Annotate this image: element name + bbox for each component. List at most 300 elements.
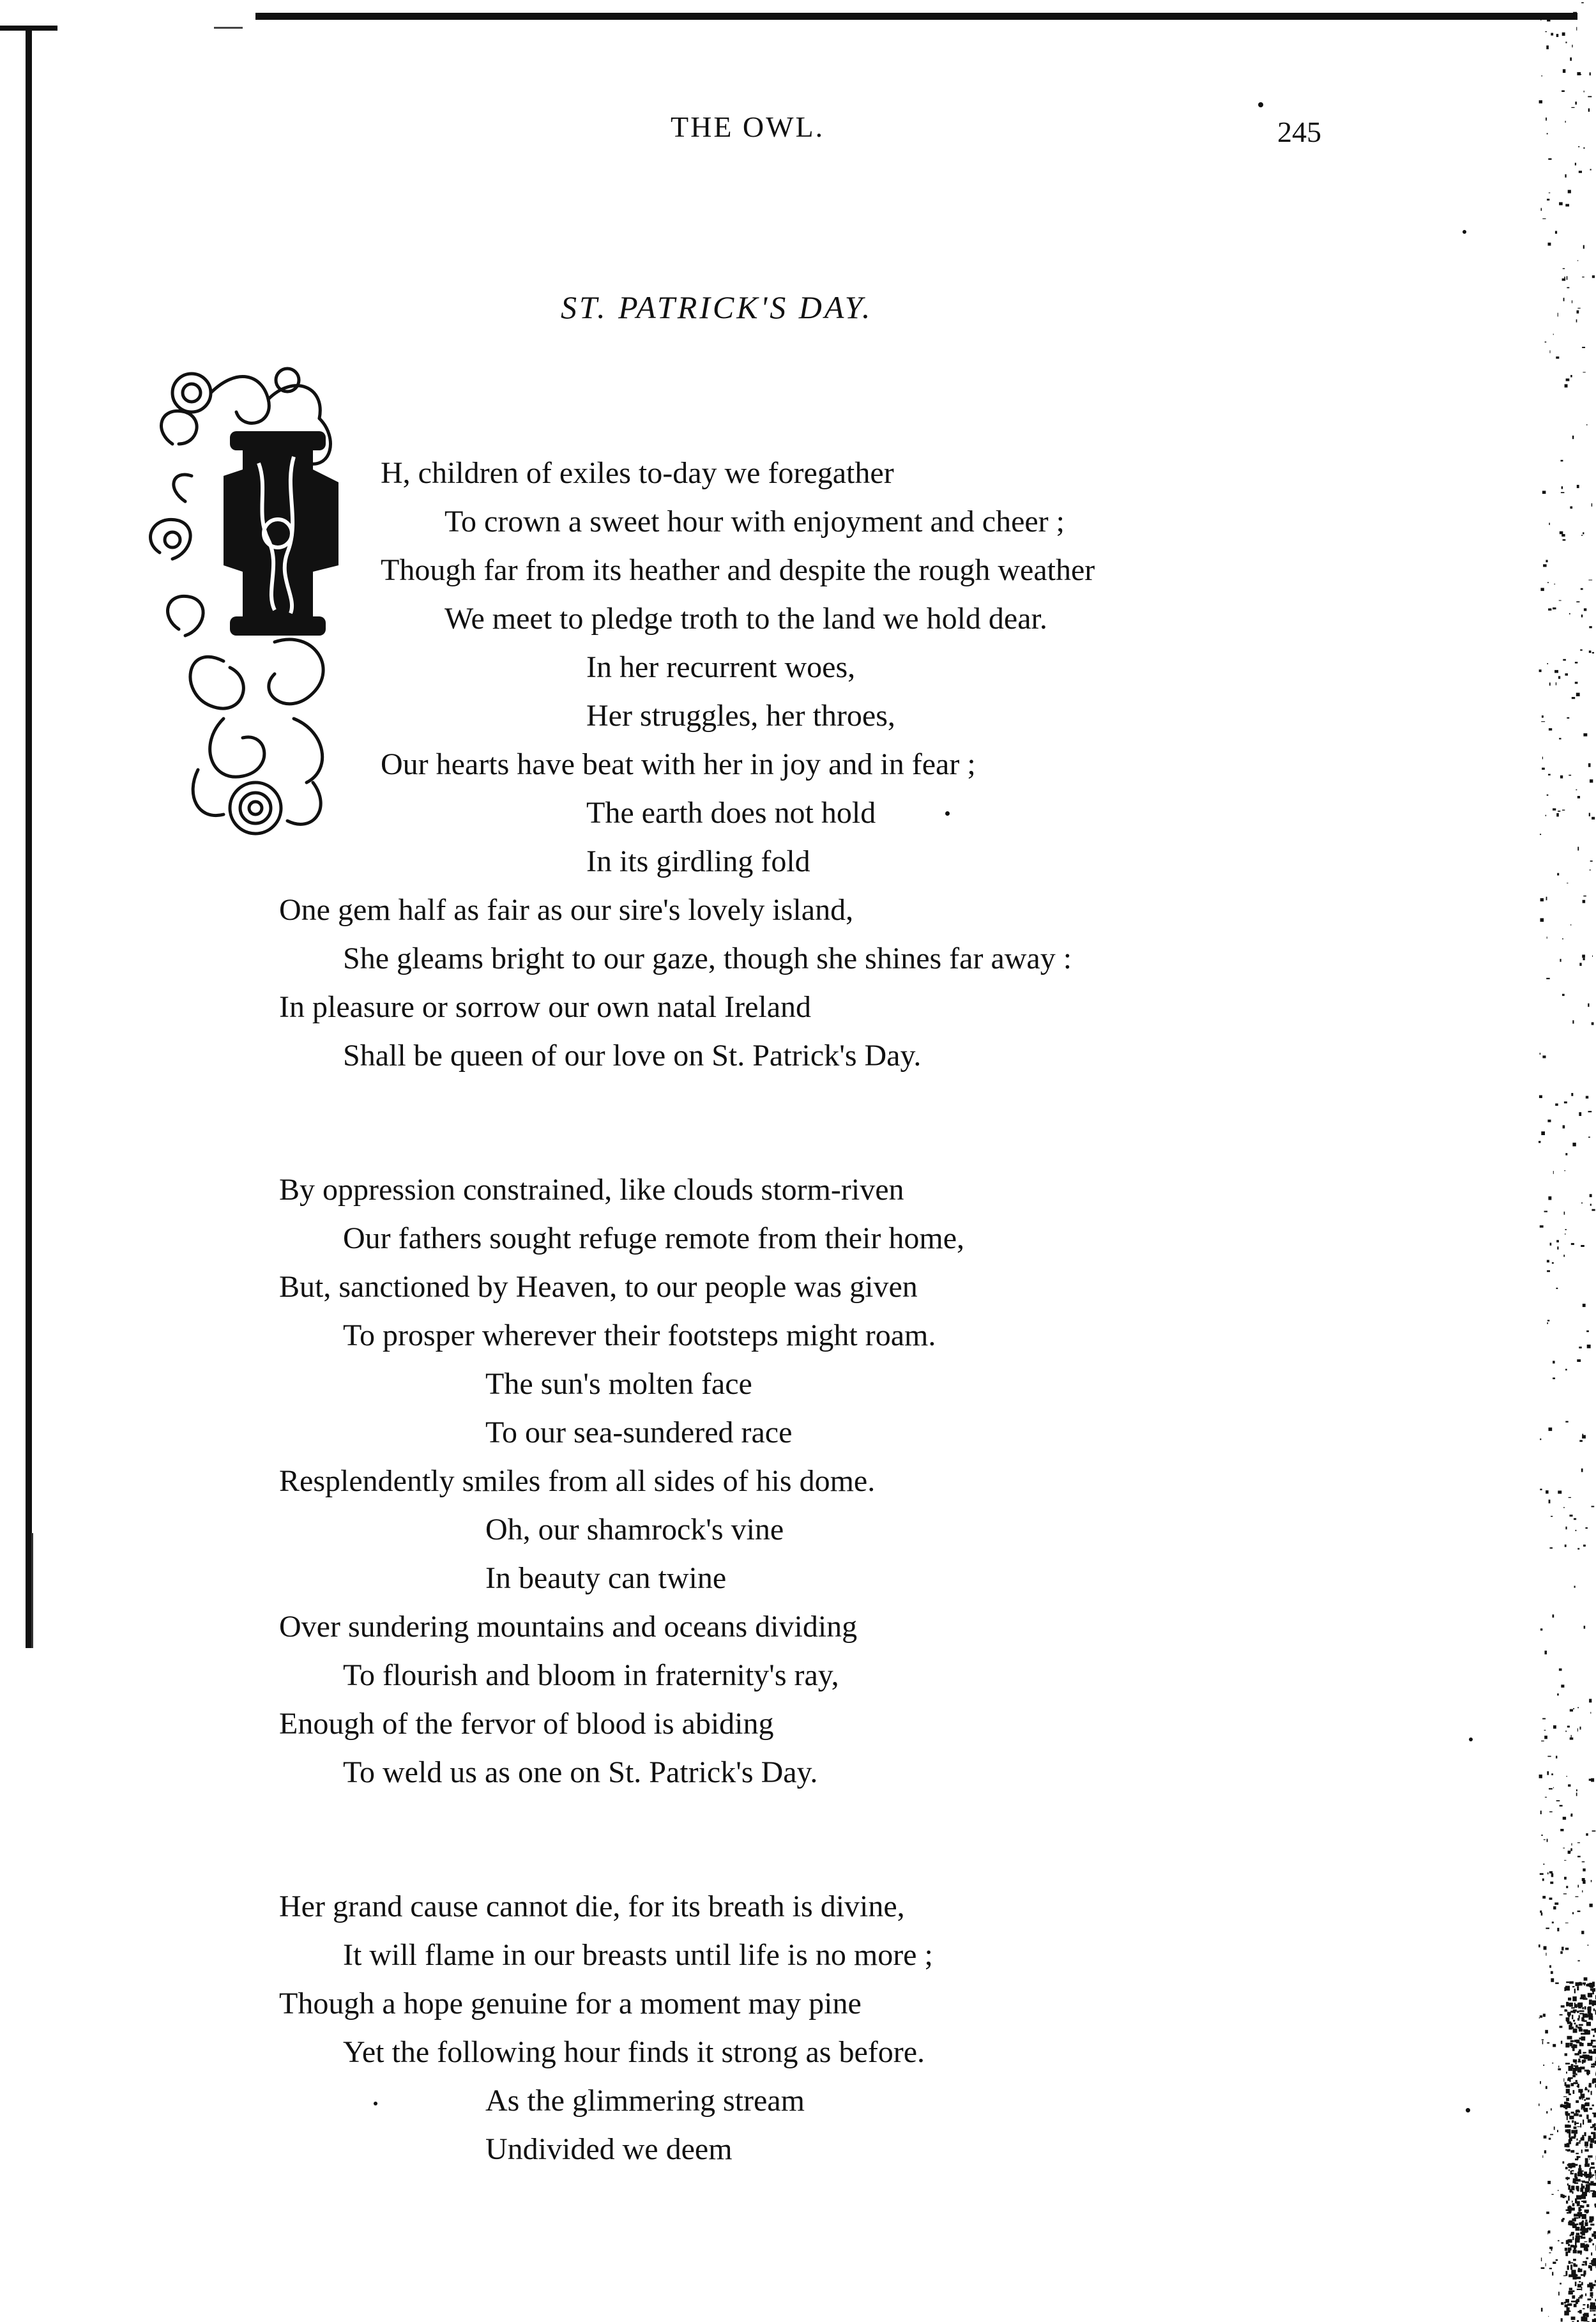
scan-speck: [1560, 775, 1563, 779]
scan-speck: [1588, 2176, 1593, 2177]
scan-speck: [1567, 2303, 1572, 2306]
scan-speck: [1589, 626, 1592, 628]
scan-speck: [1586, 2022, 1591, 2026]
scan-speck: [1540, 2081, 1541, 2084]
scan-speck: [1583, 958, 1585, 961]
scan-speck: [1575, 2177, 1577, 2180]
scan-speck: [1588, 2089, 1590, 2092]
scan-speck: [1555, 1982, 1559, 1984]
scan-speck: [1542, 1879, 1544, 1881]
scan-speck: [1549, 2268, 1552, 2269]
scan-speck: [1553, 1614, 1554, 1617]
scan-speck: [1560, 531, 1563, 535]
scan-speck: [1576, 1789, 1577, 1791]
scan-speck: [1549, 1966, 1551, 1968]
scan-speck: [1559, 600, 1562, 601]
scan-speck: [1578, 2089, 1583, 2093]
scan-speck: [1578, 2297, 1583, 2298]
scan-speck: [1561, 460, 1563, 462]
scan-speck: [1579, 2114, 1583, 2117]
scan-speck: [1582, 347, 1585, 348]
scan-speck: [1581, 3, 1584, 4]
poem-line: Her grand cause cannot die, for its breath is divine,: [279, 1890, 905, 1923]
scan-speck: [1582, 2135, 1584, 2137]
scan-speck: [1565, 1421, 1568, 1423]
scan-speck: [1570, 2043, 1573, 2047]
scan-speck: [1585, 2006, 1586, 2010]
scan-speck: [1548, 1196, 1551, 1200]
scan-speck: [1547, 1756, 1551, 1757]
scan-speck: [1539, 1096, 1542, 1099]
scan-speck: [1584, 2132, 1586, 2136]
scan-speck: [1570, 924, 1571, 926]
scan-speck: [1569, 2206, 1571, 2210]
scan-speck: [1570, 2040, 1574, 2042]
scan-speck: [1562, 33, 1565, 36]
scan-speck: [1590, 2224, 1594, 2226]
scan-speck: [1563, 659, 1566, 661]
scan-speck: [1570, 1709, 1573, 1712]
poem-line: Undivided we deem: [485, 2132, 733, 2166]
scan-speck: [1550, 1882, 1553, 1884]
scan-speck: [1577, 72, 1581, 75]
scan-speck: [1588, 2138, 1590, 2141]
poem-line: Though a hope genuine for a moment may pine: [279, 1987, 862, 2020]
scan-speck: [1576, 319, 1577, 323]
poem-line: In her recurrent woes,: [586, 650, 856, 684]
scan-speck: [1556, 1288, 1558, 1289]
scan-speck: [1553, 1906, 1556, 1909]
scan-speck: [1583, 2056, 1587, 2058]
scan-speck: [1552, 1262, 1554, 1264]
scan-speck: [1554, 2127, 1555, 2130]
scan-speck: [1547, 20, 1550, 22]
scan-speck: [1582, 1861, 1585, 1863]
scan-speck: [1547, 1260, 1549, 1262]
scan-speck: [1543, 1864, 1544, 1865]
scan-speck: [1576, 2067, 1581, 2069]
scan-speck: [1553, 2044, 1556, 2047]
scan-speck: [1554, 670, 1558, 673]
scan-speck: [1567, 2116, 1568, 2120]
poem-line: It will flame in our breasts until life is no more ;: [343, 1938, 933, 1972]
scan-speck: [1577, 1707, 1579, 1708]
poem-line: We meet to pledge troth to the land we hold dear.: [445, 602, 1047, 636]
scan-speck: [1564, 1877, 1567, 1879]
scan-speck: [1583, 245, 1585, 249]
scan-speck: [1586, 1833, 1588, 1836]
scan-speck: [1581, 2222, 1583, 2226]
scan-speck: [1577, 1986, 1579, 1990]
scan-speck: [1572, 697, 1575, 699]
scan-speck: [1547, 199, 1549, 201]
scan-speck: [1542, 1055, 1546, 1058]
scan-speck: [1585, 2089, 1588, 2091]
scan-speck: [1557, 873, 1559, 876]
scan-speck: [1548, 2231, 1550, 2234]
scan-speck: [1544, 1736, 1547, 1739]
scan-speck: [1586, 2176, 1587, 2178]
poem-line: Oh, our shamrock's vine: [485, 1513, 784, 1547]
scan-speck: [1584, 2099, 1586, 2101]
scan-speck: [1573, 12, 1577, 16]
scan-speck: [1583, 2308, 1585, 2309]
scan-speck: [1576, 27, 1577, 30]
scan-speck: [1593, 2035, 1595, 2037]
scan-speck: [1581, 535, 1583, 536]
scan-speck: [1592, 2296, 1593, 2298]
scan-speck: [1585, 2013, 1588, 2016]
scan-speck: [1583, 2304, 1585, 2305]
scan-speck: [1560, 959, 1561, 962]
scan-speck: [1592, 1831, 1596, 1832]
scan-speck: [1592, 2243, 1594, 2245]
scan-speck: [1565, 1153, 1567, 1156]
scan-speck: [1547, 1322, 1548, 1324]
scan-speck: [1585, 2158, 1588, 2163]
scan-speck: [1563, 298, 1565, 301]
scan-speck: [1584, 1977, 1588, 1980]
scan-speck: [1588, 109, 1590, 112]
scan-speck: [1540, 1911, 1542, 1913]
scan-speck: [1591, 2040, 1593, 2044]
scan-speck: [1569, 2116, 1574, 2120]
scan-speck: [1548, 774, 1551, 775]
scan-speck: [1585, 2210, 1589, 2213]
scan-speck: [1549, 2138, 1551, 2140]
scan-speck: [1575, 2063, 1577, 2064]
scan-speck: [1553, 1171, 1554, 1174]
scan-speck: [1567, 2012, 1570, 2014]
scan-speck: [1568, 1997, 1571, 2001]
scan-speck: [1565, 384, 1568, 387]
scan-speck: [1558, 2066, 1559, 2068]
scan-speck: [1569, 1497, 1571, 1498]
scan-speck: [1577, 1960, 1579, 1962]
scan-speck: [1575, 2282, 1577, 2286]
scan-speck: [1563, 539, 1566, 540]
scan-speck: [1539, 1944, 1540, 1948]
scan-speck: [1546, 978, 1550, 979]
scan-speck: [1582, 2205, 1584, 2208]
scan-speck: [1580, 2188, 1583, 2192]
scan-speck: [1583, 2201, 1587, 2203]
scan-speck: [1587, 2074, 1589, 2075]
scan-speck: [1568, 190, 1571, 193]
scan-speck: [1562, 279, 1566, 281]
scan-speck: [1546, 45, 1549, 49]
scan-speck: [1582, 2220, 1584, 2222]
scan-speck: [1563, 2079, 1564, 2082]
scan-speck: [1562, 810, 1565, 811]
scan-speck: [1563, 2195, 1565, 2198]
scan-speck: [1583, 148, 1585, 149]
scan-speck: [1583, 2013, 1585, 2019]
scan-speck: [1540, 834, 1541, 835]
scan-speck: [1568, 2163, 1572, 2168]
scan-speck: [1588, 1111, 1592, 1112]
scan-speck: [1579, 963, 1581, 966]
scan-speck: [1557, 1928, 1559, 1932]
scan-speck: [1572, 2120, 1574, 2123]
scan-speck: [1588, 2085, 1591, 2087]
scan-speck: [1592, 2292, 1593, 2296]
scan-speck: [1581, 1203, 1583, 1204]
scan-speck: [1541, 2257, 1542, 2261]
scan-speck: [1540, 17, 1541, 20]
scan-speck: [1580, 1727, 1581, 1730]
page-number: 245: [1277, 116, 1321, 148]
scan-speck: [1570, 57, 1572, 61]
scan-speck: [1581, 2033, 1586, 2035]
scan-speck: [1572, 1996, 1577, 2001]
scan-speck: [1565, 174, 1566, 178]
scan-speck: [1572, 2015, 1573, 2019]
scan-speck: [1542, 491, 1546, 494]
scan-speck: [1576, 2156, 1580, 2158]
scan-speck: [1547, 1839, 1548, 1842]
scan-speck: [1590, 169, 1592, 171]
scan-speck: [1549, 1812, 1553, 1813]
scan-speck: [1549, 1428, 1553, 1431]
scan-speck: [1574, 2121, 1576, 2126]
scan-speck: [1550, 2134, 1553, 2135]
scan-speck: [1545, 31, 1547, 32]
scan-speck: [1542, 2040, 1544, 2041]
scan-speck: [1584, 1626, 1586, 1629]
scan-speck: [1571, 2317, 1576, 2320]
scan-speck: [1560, 2026, 1563, 2028]
scan-speck: [1555, 1103, 1558, 1106]
scan-speck: [1566, 1982, 1569, 1983]
scan-speck: [1542, 757, 1543, 760]
scan-speck: [1583, 733, 1587, 737]
scan-speck: [1590, 2217, 1594, 2221]
scan-speck: [1569, 2093, 1571, 2095]
poem-line: To our sea-sundered race: [485, 1416, 793, 1449]
scan-speck: [1586, 1984, 1588, 1987]
scan-speck: [1586, 2098, 1590, 2100]
scan-speck: [1587, 1345, 1591, 1348]
scan-speck: [1590, 2190, 1595, 2192]
scan-speck: [1569, 2025, 1572, 2029]
scan-speck: [1568, 2196, 1570, 2201]
poem-title: ST. PATRICK'S DAY.: [561, 289, 873, 325]
scan-speck: [1570, 2208, 1575, 2211]
scan-speck: [1567, 2265, 1569, 2270]
scan-speck: [1539, 669, 1542, 672]
scan-speck: [1577, 2018, 1579, 2020]
scan-speck: [1540, 918, 1544, 922]
scan-speck: [1559, 202, 1563, 206]
scan-speck: [1572, 2203, 1575, 2206]
scan-speck: [1546, 897, 1547, 901]
scan-speck: [1581, 2174, 1586, 2176]
scan-speck: [1539, 1141, 1540, 1143]
scan-speck: [1569, 2311, 1570, 2312]
scan-speck: [1556, 1240, 1559, 1242]
scan-speck: [1565, 1545, 1567, 1547]
scan-speck: [1590, 2167, 1595, 2169]
scan-speck: [1585, 2220, 1587, 2222]
scan-speck: [1561, 2242, 1563, 2243]
scan-speck: [1572, 436, 1574, 439]
scan-speck: [1543, 2065, 1544, 2066]
scan-speck: [1540, 898, 1544, 901]
scan-speck: [1592, 1022, 1594, 1025]
scan-speck: [1579, 2038, 1582, 2040]
scan-speck: [1565, 2252, 1568, 2256]
scan-speck: [1576, 2025, 1577, 2028]
scan-speck: [1585, 2181, 1590, 2183]
scan-speck: [1547, 2042, 1549, 2043]
scan-speck: [1579, 1347, 1581, 1348]
scan-speck: [1582, 2181, 1585, 2183]
scan-speck: [1588, 2178, 1590, 2181]
scan-speck: [1563, 2161, 1565, 2164]
scan-speck: [1593, 2049, 1596, 2053]
scan-speck: [1569, 613, 1570, 615]
scan-speck: [1583, 1982, 1586, 1984]
scan-speck: [1567, 2307, 1570, 2311]
scan-speck: [1576, 2040, 1580, 2043]
scan-speck: [1592, 2079, 1596, 2083]
scan-speck: [1543, 2013, 1546, 2017]
scan-speck: [1549, 1871, 1553, 1873]
scan-speck: [1576, 2233, 1579, 2235]
scan-speck: [1545, 342, 1547, 343]
scan-speck: [1590, 1989, 1595, 1991]
scan-speck: [1590, 1904, 1593, 1907]
scan-speck: [1550, 1547, 1553, 1548]
poem-line: In beauty can twine: [485, 1561, 727, 1595]
scan-speck: [1572, 2201, 1573, 2203]
scan-speck: [1553, 1787, 1554, 1789]
scan-speck: [1573, 2082, 1577, 2084]
scan-speck: [1571, 2301, 1576, 2303]
scan-speck: [1576, 601, 1579, 602]
scan-speck: [1568, 2247, 1572, 2250]
scan-speck: [1581, 2201, 1583, 2202]
scan-speck: [1546, 815, 1547, 816]
scan-speck: [1581, 2231, 1585, 2236]
scan-speck: [1583, 532, 1584, 534]
scan-speck: [1553, 1725, 1556, 1729]
scan-speck: [1560, 2283, 1562, 2285]
print-speck: [1466, 2108, 1470, 2112]
scan-speck: [1562, 90, 1565, 92]
scan-speck: [1570, 2171, 1572, 2174]
scan-speck: [1573, 1708, 1574, 1709]
scan-speck: [1582, 2264, 1585, 2266]
scan-speck: [1588, 2155, 1593, 2158]
scan-speck: [1581, 1931, 1584, 1934]
scan-speck: [1585, 1527, 1588, 1529]
scan-speck: [1580, 2066, 1585, 2069]
scan-speck: [1562, 938, 1563, 939]
scan-speck: [1581, 2236, 1586, 2238]
scan-speck: [1566, 2240, 1568, 2245]
poem-line: To prosper wherever their footsteps might roam.: [343, 1318, 936, 1352]
scan-speck: [1573, 2068, 1575, 2071]
print-speck: [1469, 1738, 1473, 1741]
scan-speck: [1588, 2298, 1592, 2300]
scan-speck: [1579, 2097, 1581, 2100]
scan-speck: [1565, 2271, 1567, 2276]
scan-speck: [1584, 91, 1585, 93]
poem-line: The earth does not hold: [586, 796, 876, 830]
scan-speck: [1564, 1170, 1565, 1171]
scan-speck: [1574, 2304, 1577, 2307]
scan-speck: [1561, 1684, 1564, 1688]
scan-speck: [1588, 2050, 1592, 2054]
scan-speck: [1565, 673, 1569, 676]
scan-speck: [1574, 2182, 1578, 2184]
scan-speck: [1576, 2074, 1577, 2075]
scan-speck: [1556, 1800, 1560, 1801]
scan-speck: [1586, 2114, 1589, 2119]
scan-speck: [1565, 2043, 1569, 2047]
scan-speck: [1571, 2130, 1576, 2134]
scan-speck: [1577, 2204, 1580, 2206]
scan-speck: [1582, 2007, 1584, 2010]
scan-speck: [1581, 1994, 1586, 1997]
scan-speck: [1565, 121, 1566, 123]
scan-speck: [1560, 2014, 1563, 2015]
scan-speck: [1558, 2068, 1561, 2070]
scan-speck: [1551, 1978, 1554, 1982]
scan-speck: [1561, 2302, 1563, 2305]
scan-speck: [1572, 2075, 1576, 2077]
scan-speck: [1577, 847, 1579, 851]
scan-speck: [1585, 2142, 1588, 2147]
scan-speck: [1587, 2304, 1589, 2308]
scan-speck: [1565, 2150, 1570, 2151]
scan-speck: [1578, 2207, 1581, 2211]
scan-speck: [1569, 2133, 1570, 2137]
scan-speck: [1566, 2102, 1569, 2107]
scan-speck: [1582, 2059, 1586, 2063]
print-speck: [945, 811, 950, 816]
scan-speck: [1585, 2261, 1587, 2265]
scan-speck: [1592, 2016, 1593, 2020]
scan-speck: [1590, 2263, 1592, 2265]
poem-line: Our hearts have beat with her in joy and in fear ;: [381, 747, 976, 781]
scan-speck: [1577, 2311, 1581, 2313]
left-bracket-mark: [31, 1533, 33, 1648]
scan-speck: [1547, 1320, 1549, 1321]
scan-speck: [1554, 1902, 1558, 1905]
scan-speck: [1590, 2138, 1594, 2143]
scan-speck: [1565, 2167, 1568, 2169]
scan-speck: [1548, 243, 1551, 246]
scan-speck: [1572, 1912, 1574, 1914]
scan-speck: [1565, 204, 1569, 206]
scan-speck: [1573, 2020, 1575, 2022]
scan-speck: [1589, 2238, 1592, 2242]
scan-speck: [1574, 2127, 1577, 2129]
scan-speck: [1576, 2109, 1579, 2111]
scan-speck: [1546, 1928, 1549, 1929]
scan-speck: [1557, 1693, 1559, 1695]
scan-speck: [1575, 682, 1578, 684]
scan-speck: [1577, 2270, 1581, 2273]
scan-speck: [1569, 1982, 1574, 1984]
scan-speck: [1589, 1779, 1592, 1781]
scan-speck: [1565, 2130, 1568, 2132]
scan-speck: [1541, 721, 1545, 722]
scan-speck: [1586, 2257, 1588, 2259]
